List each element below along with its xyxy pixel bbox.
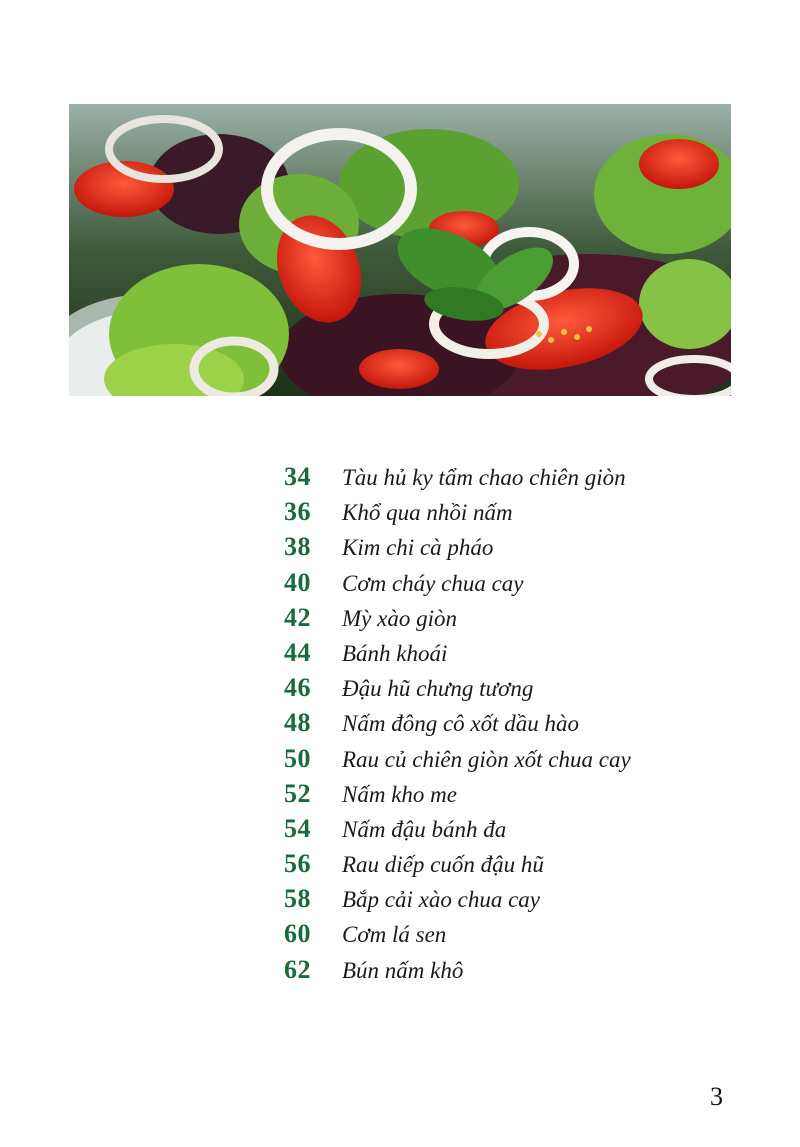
toc-page-number: 62 (284, 954, 311, 984)
toc-page-number: 48 (284, 708, 311, 738)
toc-entry (284, 603, 754, 638)
toc-title: Khổ qua nhồi nấm (342, 500, 513, 526)
toc-page-number: 58 (284, 884, 311, 914)
toc-entry (284, 884, 754, 919)
page-number: 3 (710, 1082, 723, 1111)
toc-title: Cơm cháy chua cay (342, 570, 524, 596)
toc-page-number: 34 (284, 462, 311, 491)
toc-page-number: 52 (284, 778, 311, 808)
toc-entry (284, 955, 754, 990)
salad-illustration (69, 104, 731, 396)
toc-title: Bún nấm khô (342, 957, 464, 983)
toc-page-number: 54 (284, 813, 311, 843)
toc-entry (284, 814, 754, 849)
toc-page-number: 46 (284, 673, 311, 703)
toc-entry (284, 462, 754, 497)
toc-page-number: 40 (284, 567, 311, 597)
toc-title: Đậu hũ chưng tương (342, 676, 534, 702)
toc-title: Cơm lá sen (342, 922, 447, 948)
toc-entry (284, 638, 754, 673)
toc-page-number: 56 (284, 849, 311, 879)
toc-entry (284, 532, 754, 567)
toc-entry (284, 744, 754, 779)
toc-title: Kim chi cà pháo (342, 535, 494, 561)
toc-page-number: 38 (284, 532, 311, 562)
toc-title: Nấm đậu bánh đa (342, 816, 507, 842)
toc-entry (284, 919, 754, 954)
toc-entry (284, 779, 754, 814)
toc-entry (284, 849, 754, 884)
salad-photo (69, 104, 731, 396)
toc-title: Tàu hủ ky tẩm chao chiên giòn (342, 465, 626, 490)
toc-title: Rau củ chiên giòn xốt chua cay (342, 746, 631, 772)
toc-title: Nấm kho me (342, 781, 457, 807)
toc-title: Bánh khoái (342, 640, 448, 666)
toc-entry (284, 568, 754, 603)
toc-page-number: 50 (284, 743, 311, 773)
toc-entry (284, 497, 754, 532)
toc-title: Mỳ xào giòn (342, 605, 457, 631)
toc-page-number: 42 (284, 602, 311, 632)
toc-title: Bắp cải xào chua cay (342, 887, 540, 913)
toc-entry (284, 708, 754, 743)
toc-title: Rau diếp cuốn đậu hũ (342, 852, 544, 878)
toc-page-number: 44 (284, 637, 311, 667)
table-of-contents (284, 462, 754, 990)
toc-page-number: 60 (284, 919, 311, 949)
toc-page-number: 36 (284, 497, 311, 527)
toc-entry (284, 673, 754, 708)
toc-title: Nấm đông cô xốt dầu hào (342, 711, 580, 737)
